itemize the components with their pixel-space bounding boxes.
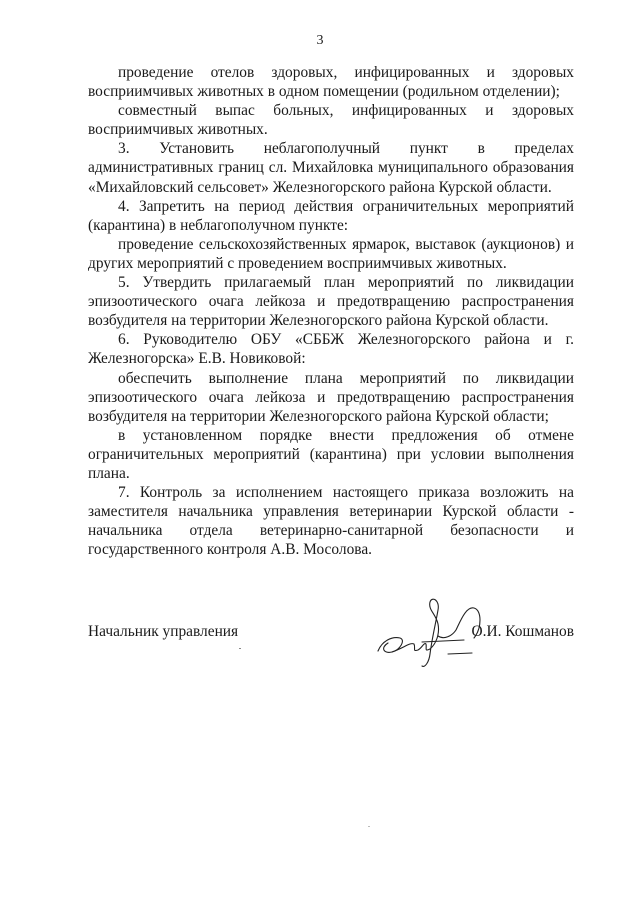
paragraph: проведение отелов здоровых, инфицированных и здоровых восприимчивых животных в одном помещении (родильном отделении); [88, 64, 574, 101]
paragraph: 6. Руководителю ОБУ «СББЖ Железногорского района и г. Железногорска» Е.В. Новиковой: [88, 331, 574, 368]
scan-artifact [368, 826, 370, 827]
paragraph: 3. Установить неблагополучный пункт в пределах административных границ сл. Михайловка муниципального образования «Михайловский сельсовет» Железногорского района Курской области. [88, 140, 574, 196]
signature-block [88, 596, 574, 668]
paragraph: обеспечить выполнение плана мероприятий по ликвидации эпизоотического очага лейкоза и предотвращению распространения возбудителя на территории Железногорского района Курской области; [88, 369, 574, 425]
paragraph: в установленном порядке внести предложения об отмене ограничительных мероприятий (карантина) при условии выполнения плана. [88, 426, 574, 482]
signatory-name: О.И. Кошманов [471, 623, 574, 640]
paragraph: 4. Запретить на период действия ограничительных мероприятий (карантина) в неблагополучном пункте: [88, 197, 574, 234]
document-body [88, 63, 574, 559]
paragraph: 7. Контроль за исполнением настоящего приказа возложить на заместителя начальника управления ветеринарии Курской области - начальника отдела ветеринарно-санитарной безопасности и государственного контроля А.В. Мосолова. [88, 484, 574, 559]
paragraph: 5. Утвердить прилагаемый план мероприятий по ликвидации эпизоотического очага лейкоза и предотвращению распространения возбудителя на территории Железногорского района Курской области. [88, 274, 574, 330]
paragraph: проведение сельскохозяйственных ярмарок, выставок (аукционов) и других мероприятий с проведением восприимчивых животных. [88, 235, 574, 272]
page-number: 3 [316, 33, 324, 48]
paragraph: совместный выпас больных, инфицированных и здоровых восприимчивых животных. [88, 102, 574, 139]
signatory-position: Начальник управления [88, 623, 239, 640]
scan-artifact [239, 648, 241, 649]
